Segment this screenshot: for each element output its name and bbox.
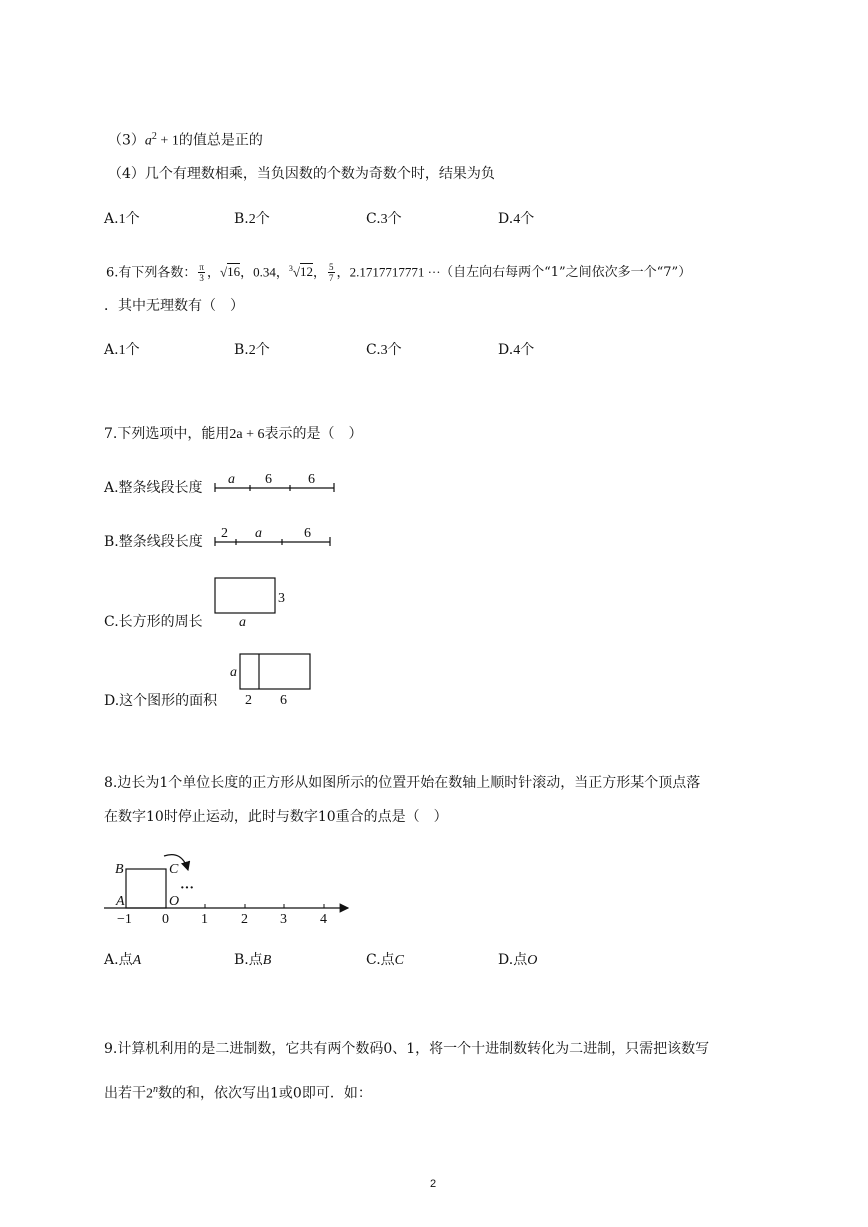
question-8-line2: 在数字10时停止运动，此时与数字10重合的点是（ ） xyxy=(104,809,448,825)
square xyxy=(126,869,166,908)
tick-label-1: 1 xyxy=(201,912,208,927)
q7-segment-b-figure xyxy=(212,520,337,550)
question-8-line1: 8.边长为1个单位长度的正方形从如图所示的位置开始在数轴上顺时针滚动，当正方形某个顶点落 xyxy=(104,775,701,791)
segB-label-2: a xyxy=(255,526,262,541)
segA-label-3: 6 xyxy=(308,472,315,487)
tick-label-4: 4 xyxy=(320,912,327,927)
segB-label-1: 2 xyxy=(221,526,228,541)
q6-option-d[interactable]: D.4个 xyxy=(498,342,535,358)
q8-option-b[interactable]: B.点B xyxy=(234,952,272,968)
point-b-label: B xyxy=(115,862,124,877)
q7-option-b[interactable]: B.整条线段长度 xyxy=(104,534,203,550)
question-6-line1: 6.有下列各数： $\frac{\pi}{3}$ ，√16，0.34，$^3$√12， $\frac{5}{7}$ ，2.1717717771 ··· （自左向右每两个“1”之间依次多一个“7”） xyxy=(106,262,692,284)
question-7-stem: 7.下列选项中，能用2a + 6表示的是（ ） xyxy=(104,426,363,442)
point-o-label: O xyxy=(169,894,180,909)
cbrt-icon: √ xyxy=(292,264,301,280)
rectD-left-label: a xyxy=(230,665,237,680)
q7-segment-a-figure xyxy=(210,466,340,496)
q5-option-c[interactable]: C.3个 xyxy=(366,211,402,227)
question-9-line1: 9.计算机利用的是二进制数，它共有两个数码0、1，将一个十进制数转化为二进制，只需把该数写 xyxy=(104,1041,710,1057)
q8-option-c[interactable]: C.点C xyxy=(366,952,405,968)
number-line-figure xyxy=(100,848,360,928)
question-6-line2: ．其中无理数有（ ） xyxy=(104,298,244,314)
page-number: 2 xyxy=(430,1178,437,1190)
q7-option-d[interactable]: D.这个图形的面积 xyxy=(104,693,218,709)
q7-option-c[interactable]: C.长方形的周长 xyxy=(104,614,203,630)
statement-3: $(3)a^2 + 1$的值总是正的 xyxy=(108,131,263,149)
tick-label-neg1: −1 xyxy=(117,912,132,927)
segB-label-3: 6 xyxy=(304,526,311,541)
question-9-line2: 出若干2$^n$数的和，依次写出1或0即可．如： xyxy=(104,1084,372,1102)
tick-label-3: 3 xyxy=(280,912,287,927)
ellipsis-dots: ··· xyxy=(180,881,195,896)
tick-label-2: 2 xyxy=(241,912,248,927)
q6-option-a[interactable]: A.1个 xyxy=(104,342,140,358)
q5-option-d[interactable]: D.4个 xyxy=(498,211,535,227)
q7-option-a[interactable]: A.整条线段长度 xyxy=(104,480,203,496)
q8-option-a[interactable]: A.点A xyxy=(104,952,142,968)
q6-option-b[interactable]: B.2个 xyxy=(234,342,270,358)
q8-option-d[interactable]: D.点O xyxy=(498,952,538,968)
rectD-bottom-label-2: 6 xyxy=(280,693,287,708)
q7-rectangle-c-figure xyxy=(210,572,300,630)
q7-rectangle-d-figure xyxy=(226,648,326,710)
sqrt-icon: √ xyxy=(219,264,228,280)
point-a-label: A xyxy=(116,894,125,909)
point-c-label: C xyxy=(169,862,179,877)
rectD-bottom-label-1: 2 xyxy=(245,693,252,708)
tick-label-0: 0 xyxy=(162,912,169,927)
rectC-side-label: 3 xyxy=(278,591,285,606)
q5-option-a[interactable]: A.1个 xyxy=(104,211,140,227)
segA-label-2: 6 xyxy=(265,472,272,487)
segA-label-1: a xyxy=(228,472,235,487)
q6-option-c[interactable]: C.3个 xyxy=(366,342,402,358)
rectC-bottom-label: a xyxy=(239,615,246,630)
q5-option-b[interactable]: B.2个 xyxy=(234,211,270,227)
statement-4: （4）几个有理数相乘，当负因数的个数为奇数个时，结果为负 xyxy=(108,166,495,182)
